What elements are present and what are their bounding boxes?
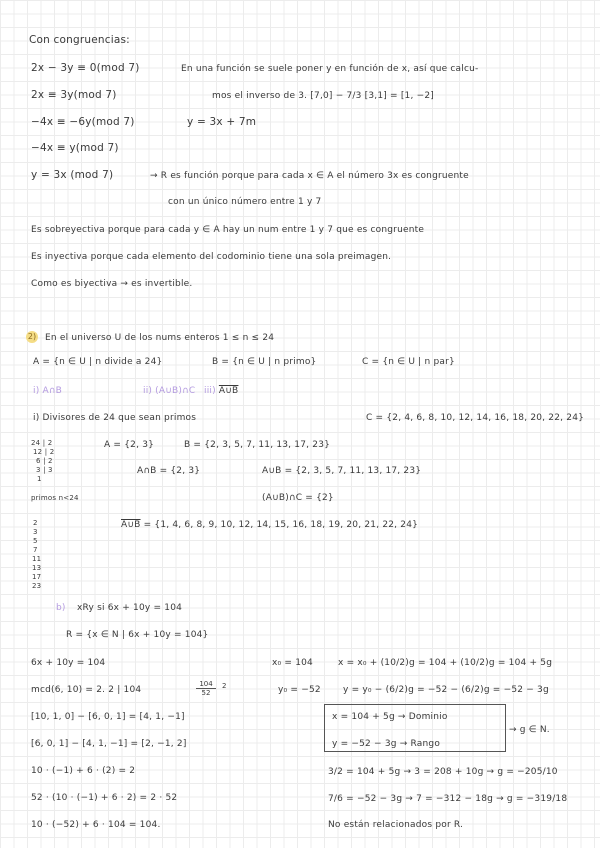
division-step: 24 | 2 (31, 439, 53, 447)
congruence-line-5: y = 3x (mod 7) (31, 169, 114, 181)
congruence-line-3: −4x ≡ −6y(mod 7) (31, 116, 135, 128)
prime-item: 7 (33, 546, 38, 554)
mcd-line: mcd(6, 10) = 2. 2 | 104 (31, 685, 142, 695)
question-iii-prefix: iii) (204, 386, 216, 396)
mcd-fraction-divisor: 2 (222, 682, 227, 690)
exercise-2-marker: 2) (27, 332, 37, 341)
side-note-2: mos el inverso de 3. [7,0] − 7/3 [3,1] = [1, −2] (212, 91, 434, 101)
prime-item: 3 (33, 528, 38, 536)
congruences-heading: Con congruencias: (29, 34, 130, 46)
check-line-2: 52 · (10 · (−1) + 6 · 2) = 2 · 52 (31, 793, 178, 803)
primes-label: primos n<24 (31, 494, 79, 502)
congruence-line-2: 2x ≡ 3y(mod 7) (31, 89, 117, 101)
relation-definition: R = {x ∈ N | 6x + 10y = 104} (66, 630, 209, 640)
set-c-values: C = {2, 4, 6, 8, 10, 12, 14, 16, 18, 20, 22, 24} (366, 413, 585, 423)
exercise-2-statement: En el universo U de los nums enteros 1 ≤ n ≤ 24 (45, 333, 275, 343)
y0-value: y₀ = −52 (278, 685, 321, 695)
equation: 6x + 10y = 104 (31, 658, 106, 668)
set-b-definition: B = {n ∈ U | n primo} (212, 357, 317, 367)
prime-item: 2 (33, 519, 38, 527)
g-natural-note: → g ∈ N. (509, 725, 550, 735)
prime-item: 17 (32, 573, 42, 581)
function-line-1: → R es función porque para cada x ∈ A el número 3x es congruente (150, 171, 469, 181)
conclusion-line: No están relacionados por R. (328, 820, 464, 830)
a-intersection-b: A∩B = {2, 3} (137, 466, 201, 476)
exercise-b-relation: xRy si 6x + 10y = 104 (77, 603, 183, 613)
range-line: y = −52 − 3g → Rango (332, 739, 441, 749)
complement-line (121, 519, 418, 531)
division-step: 1 (37, 475, 42, 483)
congruence-line-4: −4x ≡ y(mod 7) (31, 142, 119, 154)
question-i: i) A∩B (33, 386, 62, 396)
answer-intro: i) Divisores de 24 que sean primos (33, 413, 197, 423)
prime-item: 5 (33, 537, 38, 545)
prime-item: 23 (32, 582, 42, 590)
injective-line: Es inyectiva porque cada elemento del codominio tiene una sola preimagen. (31, 252, 392, 262)
complement-label: A∪B (121, 520, 141, 530)
question-ii: ii) (A∪B)∩C (143, 386, 196, 396)
side-note-1: En una función se suele poner y en función de x, así que calcu- (181, 64, 479, 74)
extended-euclid-step-1: [10, 1, 0] − [6, 0, 1] = [4, 1, −1] (31, 712, 185, 722)
prime-item: 13 (32, 564, 42, 572)
solve-line-2: 7/6 = −52 − 3g → 7 = −312 − 18g → g = −319/18 (328, 794, 568, 804)
x0-value: x₀ = 104 (272, 658, 313, 668)
domain-line: x = 104 + 5g → Dominio (332, 712, 448, 722)
set-a-values: A = {2, 3} (104, 440, 155, 450)
division-step: 12 | 2 (33, 448, 55, 456)
mcd-fraction (196, 680, 216, 697)
division-step: 6 | 2 (36, 457, 53, 465)
mcd-fraction-numerator: 104 (199, 680, 213, 688)
x-general-solution: x = x₀ + (10/2)g = 104 + (10/2)g = 104 + 5g (338, 658, 553, 668)
y-general-solution: y = y₀ − (6/2)g = −52 − (6/2)g = −52 − 3g (343, 685, 549, 695)
complement-values: = {1, 4, 6, 8, 9, 10, 12, 14, 15, 16, 18, 19, 20, 21, 22, 24} (143, 520, 419, 530)
function-line-2: con un único número entre 1 y 7 (168, 197, 322, 207)
set-a-definition: A = {n ∈ U | n divide a 24} (33, 357, 163, 367)
union-intersection-c: (A∪B)∩C = {2} (262, 493, 334, 503)
set-b-values: B = {2, 3, 5, 7, 11, 13, 17, 23} (184, 440, 331, 450)
solve-line-1: 3/2 = 104 + 5g → 3 = 208 + 10g → g = −205/10 (328, 767, 558, 777)
bijective-line: Como es biyectiva → es invertible. (31, 279, 193, 289)
division-step: 3 | 3 (36, 466, 53, 474)
exercise-b-label: b) (56, 603, 66, 613)
surjective-line: Es sobreyectiva porque para cada y ∈ A hay un num entre 1 y 7 que es congruente (31, 225, 425, 235)
a-union-b: A∪B = {2, 3, 5, 7, 11, 13, 17, 23} (262, 466, 422, 476)
question-iii-expression: A∪B (218, 386, 239, 396)
check-line-1: 10 · (−1) + 6 · (2) = 2 (31, 766, 136, 776)
mcd-fraction-denominator: 52 (196, 688, 216, 697)
congruence-line-1: 2x − 3y ≡ 0(mod 7) (31, 62, 140, 74)
y-formula: y = 3x + 7m (187, 116, 257, 128)
check-line-3: 10 · (−52) + 6 · 104 = 104. (31, 820, 161, 830)
question-iii (204, 385, 238, 397)
set-c-definition: C = {n ∈ U | n par} (362, 357, 455, 367)
extended-euclid-step-2: [6, 0, 1] − [4, 1, −1] = [2, −1, 2] (31, 739, 187, 749)
prime-item: 11 (32, 555, 42, 563)
